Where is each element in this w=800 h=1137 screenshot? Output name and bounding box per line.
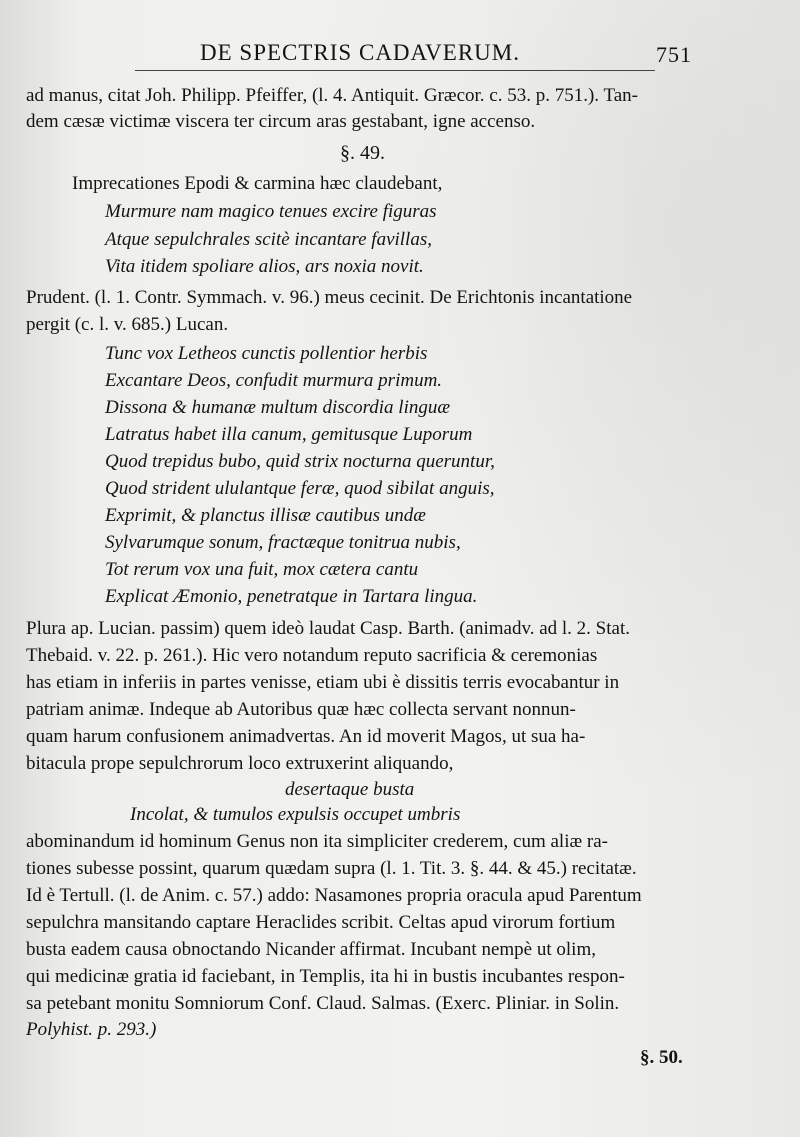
verse-line: desertaque busta xyxy=(285,779,415,800)
verse-line: Murmure nam magico tenues excire figuras xyxy=(105,201,437,222)
header-rule xyxy=(135,70,655,71)
verse-line: Exprimit, & planctus illisæ cautibus undæ xyxy=(105,505,426,526)
running-title: DE SPECTRIS CADAVERUM. xyxy=(200,40,520,65)
verse-line: Incolat, & tumulos expulsis occupet umbris xyxy=(130,804,461,825)
verse-line: Latratus habet illa canum, gemitusque Luporum xyxy=(105,424,473,445)
verse-line: Explicat Æmonio, penetratque in Tartara lingua. xyxy=(105,586,478,607)
verse-line: Atque sepulchrales scitè incantare favillas, xyxy=(105,229,432,250)
text-line: patriam animæ. Indeque ab Autoribus quæ hæc collecta servant nonnun- xyxy=(26,699,576,720)
section-heading: §. 49. xyxy=(340,142,385,164)
text-line: sepulchra mansitando captare Heraclides scribit. Celtas apud virorum fortium xyxy=(26,912,616,933)
verse-line: Dissona & humanæ multum discordia linguæ xyxy=(105,397,451,418)
catchword: §. 50. xyxy=(640,1047,683,1068)
running-header xyxy=(0,38,800,70)
text-line: Id è Tertull. (l. de Anim. c. 57.) addo: Nasamones propria oracula apud Parentum xyxy=(26,885,642,906)
text-line: Plura ap. Lucian. passim) quem ideò laudat Casp. Barth. (animadv. ad l. 2. Stat. xyxy=(26,618,630,639)
verse-line: Quod strident ululantque feræ, quod sibilat anguis, xyxy=(105,478,495,499)
verse-line: Tunc vox Letheos cunctis pollentior herbis xyxy=(105,343,428,364)
text-line: dem cæsæ victimæ viscera ter circum aras gestabant, igne accenso. xyxy=(26,111,536,132)
text-line: quam harum confusionem animadvertas. An id moverit Magos, ut sua ha- xyxy=(26,726,586,747)
verse-line: Excantare Deos, confudit murmura primum. xyxy=(105,370,443,391)
verse-line: Quod trepidus bubo, quid strix nocturna queruntur, xyxy=(105,451,495,472)
text-line: busta eadem causa obnoctando Nicander affirmat. Incubant nempè ut olim, xyxy=(26,939,596,960)
text-line: pergit (c. l. v. 685.) Lucan. xyxy=(26,314,229,335)
text-line: qui medicinæ gratia id faciebant, in Templis, ita hi in bustis incubantes respon- xyxy=(26,966,625,987)
text-line: abominandum id hominum Genus non ita simpliciter crederem, cum aliæ ra- xyxy=(26,831,608,852)
text-line: Polyhist. p. 293.) xyxy=(26,1019,157,1040)
text-line: sa petebant monitu Somniorum Conf. Claud. Salmas. (Exerc. Pliniar. in Solin. xyxy=(26,993,620,1014)
verse-line: Tot rerum vox una fuit, mox cætera cantu xyxy=(105,559,419,580)
text-line: has etiam in inferiis in partes venisse, etiam ubi è dissitis terris evocabantur in xyxy=(26,672,620,693)
verse-line: Vita itidem spoliare alios, ars noxia novit. xyxy=(105,256,424,277)
text-line: bitacula prope sepulchrorum loco extruxerint aliquando, xyxy=(26,753,454,774)
text-line: tiones subesse possint, quarum quædam supra (l. 1. Tit. 3. §. 44. & 45.) recitatæ. xyxy=(26,858,637,879)
text-line: Imprecationes Epodi & carmina hæc claudebant, xyxy=(72,173,443,194)
text-line: Thebaid. v. 22. p. 261.). Hic vero notandum reputo sacrificia & ceremonias xyxy=(26,645,598,666)
text-line: ad manus, citat Joh. Philipp. Pfeiffer, (l. 4. Antiquit. Græcor. c. 53. p. 751.). Tan- xyxy=(26,85,638,106)
page-number: 751 xyxy=(656,42,692,67)
text-line: Prudent. (l. 1. Contr. Symmach. v. 96.) meus cecinit. De Erichtonis incantatione xyxy=(26,287,633,308)
verse-line: Sylvarumque sonum, fractæque tonitrua nubis, xyxy=(105,532,461,553)
